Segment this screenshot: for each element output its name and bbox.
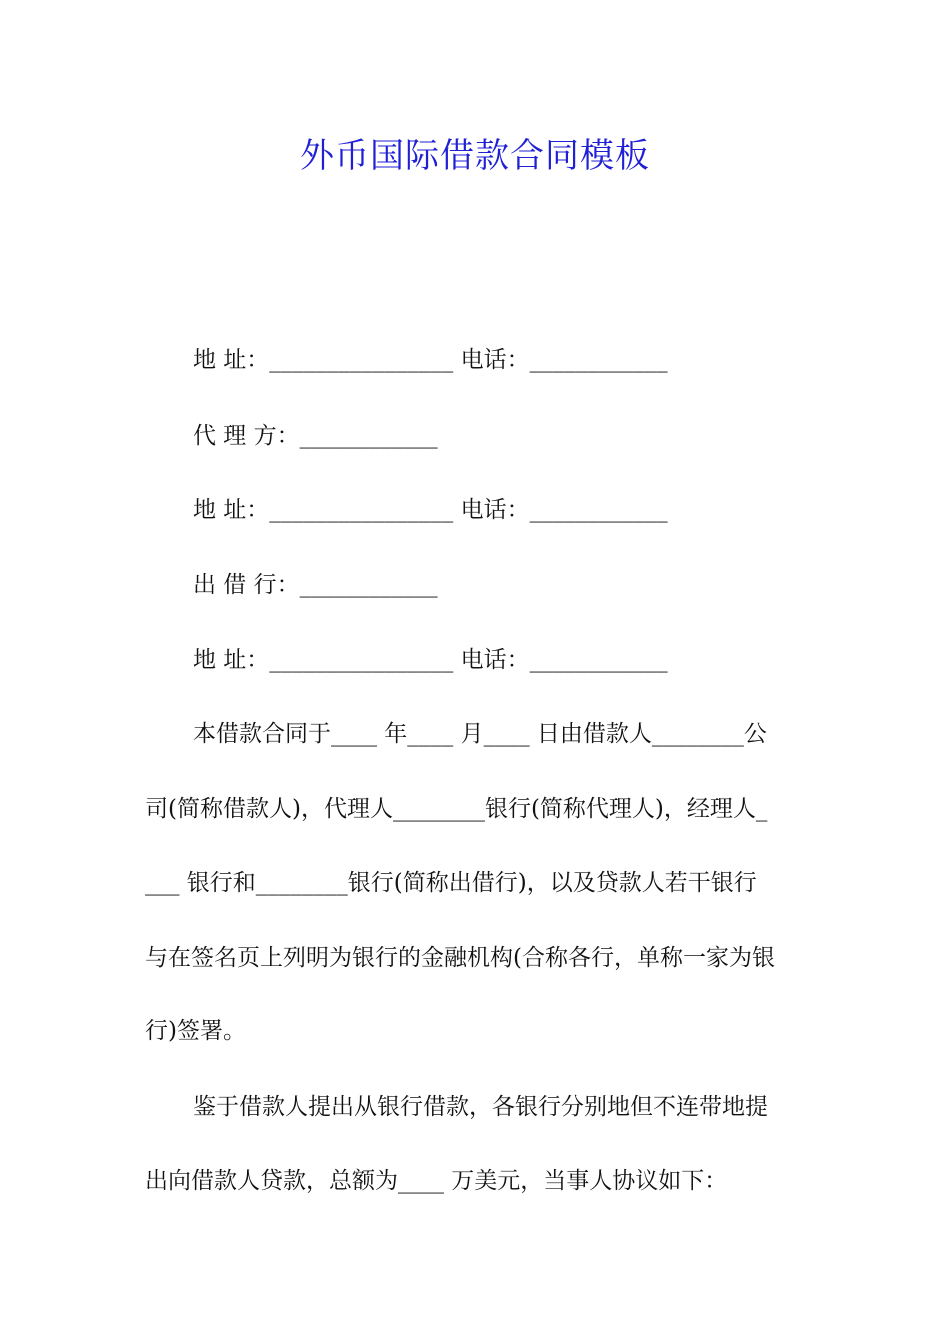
paragraph-1-line-5: 行)签署。	[145, 1018, 246, 1044]
lender-address-line: 地 址：________________ 电话：____________	[193, 647, 668, 673]
agent-line: 代 理 方：____________	[193, 423, 438, 449]
paragraph-1-line-1: 本借款合同于____ 年____ 月____ 日由借款人________公	[193, 721, 767, 747]
paragraph-2-line-2: 出向借款人贷款，总额为____ 万美元，当事人协议如下：	[145, 1168, 728, 1194]
paragraph-1-line-2: 司(简称借款人)，代理人________银行(简称代理人)，经理人_	[145, 796, 768, 822]
lender-bank-line: 出 借 行：____________	[193, 572, 438, 598]
paragraph-1-line-3: ___ 银行和________银行(简称出借行)，以及贷款人若干银行	[145, 870, 757, 896]
agent-address-line: 地 址：________________ 电话：____________	[193, 497, 668, 523]
borrower-address-line: 地 址：________________ 电话：____________	[193, 347, 668, 373]
document-title: 外币国际借款合同模板	[300, 136, 650, 176]
paragraph-2-line-1: 鉴于借款人提出从银行借款，各银行分别地但不连带地提	[193, 1094, 768, 1120]
paragraph-1-line-4: 与在签名页上列明为银行的金融机构(合称各行，单称一家为银	[145, 945, 775, 971]
